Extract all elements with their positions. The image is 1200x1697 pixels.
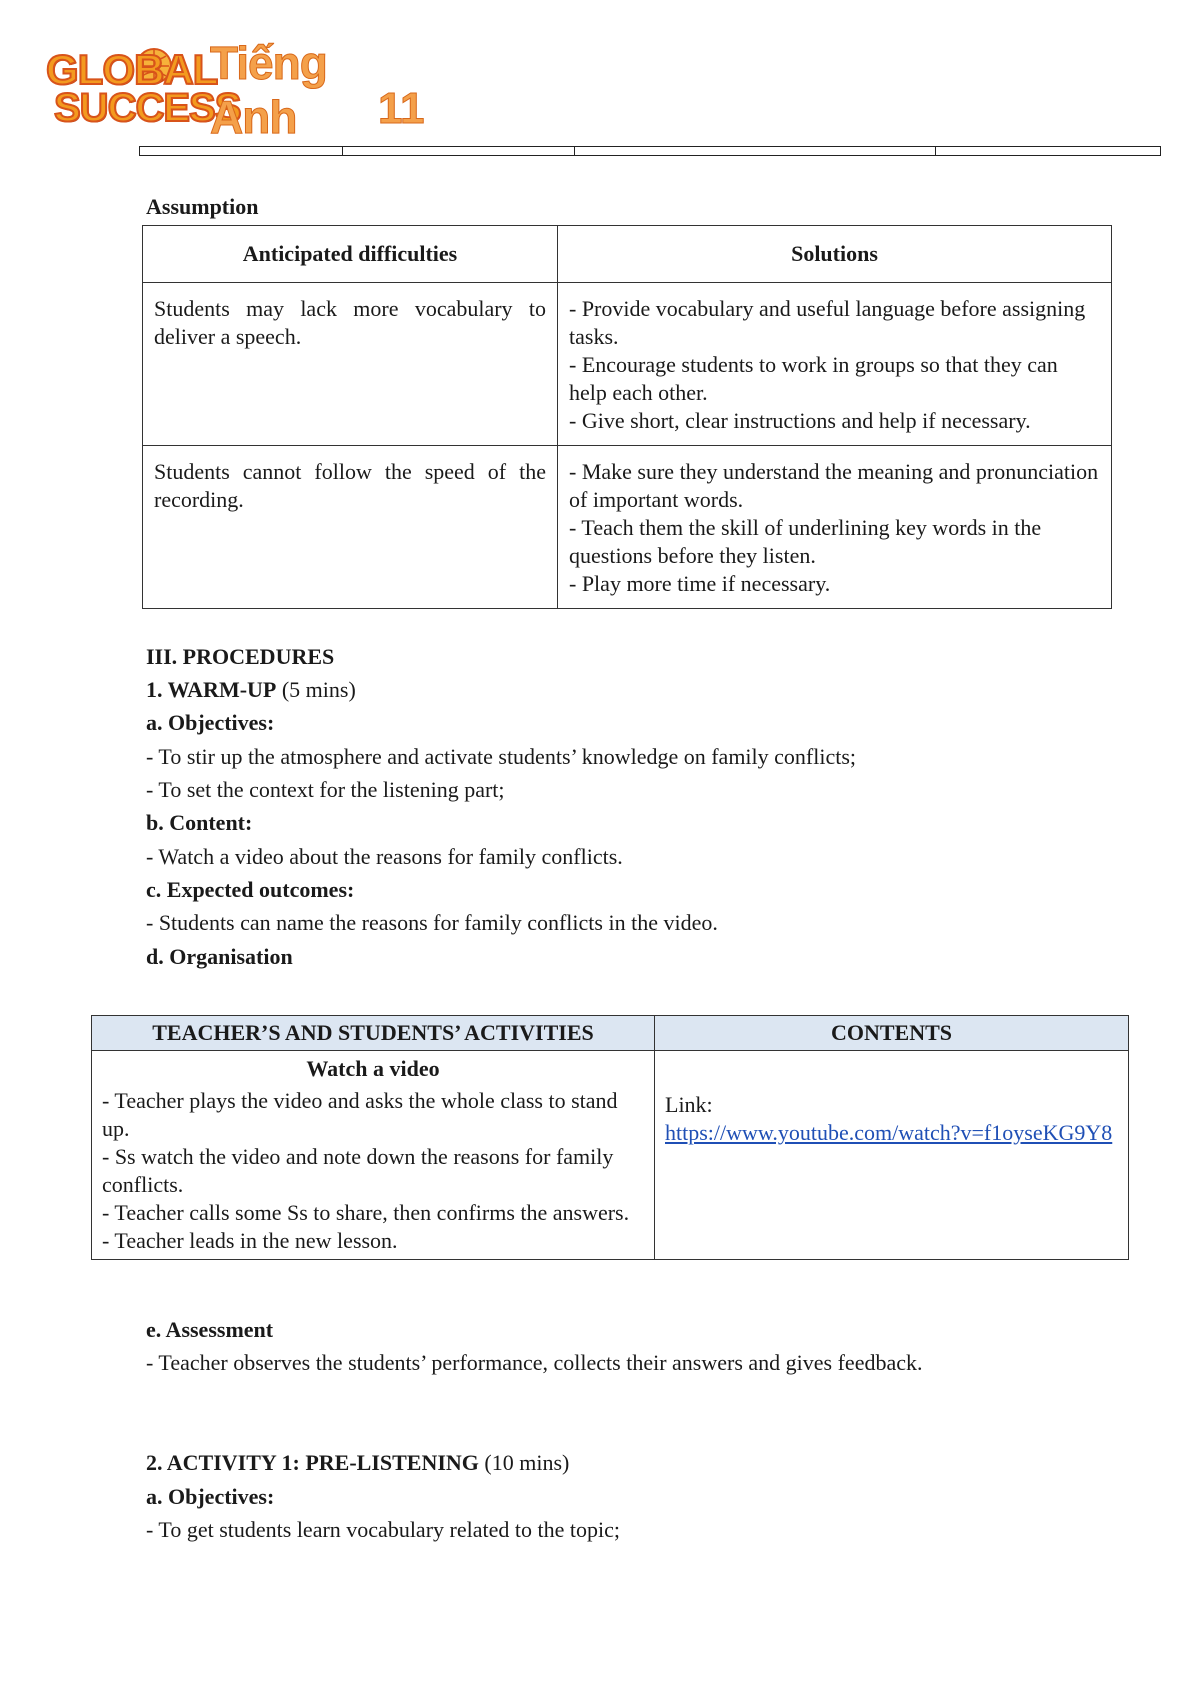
solution-item: - Provide vocabulary and useful language before assigning tasks. <box>569 296 1086 349</box>
assumption-table <box>142 225 1112 609</box>
difficulties-header: Anticipated difficulties <box>143 226 558 283</box>
warmup-content-text: - Watch a video about the reasons for family conflicts. <box>146 844 623 869</box>
difficulty-cell: Students cannot follow the speed of the recording. <box>143 446 558 609</box>
table-row <box>143 446 1112 609</box>
logo-global-text: GLOBAL <box>46 46 218 93</box>
warmup-outcomes-text: - Students can name the reasons for family conflicts in the video. <box>146 910 718 935</box>
warmup-title <box>146 673 356 706</box>
assumption-heading: Assumption <box>146 194 259 219</box>
activity1-duration: (10 mins) <box>484 1450 570 1475</box>
solution-item: - Make sure they understand the meaning and pronunciation of important words. <box>569 459 1099 512</box>
activity-title: Watch a video <box>306 1056 440 1081</box>
activities-cell <box>92 1051 655 1260</box>
assessment-label: e. Assessment <box>146 1317 274 1342</box>
solution-item: - Encourage students to work in groups so that they can help each other. <box>569 352 1058 405</box>
solutions-header: Solutions <box>558 226 1112 283</box>
strip-cell <box>140 147 343 155</box>
activity-step: - Teacher plays the video and asks the whole class to stand up. <box>102 1088 618 1141</box>
activity-step: - Teacher calls some Ss to share, then confirms the answers. <box>102 1200 630 1225</box>
procedures-heading: III. PROCEDURES <box>146 644 335 669</box>
activities-table <box>91 1015 1129 1260</box>
header-table-strip <box>139 146 1161 156</box>
table-header-row <box>143 226 1112 283</box>
warmup-objectives-label: a. Objectives: <box>146 710 275 735</box>
warmup-duration: (5 mins) <box>281 677 356 702</box>
table-header-row <box>92 1016 1129 1051</box>
strip-cell <box>936 147 1160 155</box>
warmup-title-label: 1. WARM-UP <box>146 677 277 702</box>
warmup-objective-item: - To set the context for the listening part; <box>146 777 505 802</box>
warmup-outcomes-label: c. Expected outcomes: <box>146 877 355 902</box>
video-link[interactable]: https://www.youtube.com/watch?v=f1oyseKG9Y8 <box>665 1120 1113 1145</box>
solutions-cell <box>558 283 1112 446</box>
solution-item: - Play more time if necessary. <box>569 571 831 596</box>
logo-grade-text: 11 <box>378 84 425 133</box>
contents-header: CONTENTS <box>655 1016 1129 1051</box>
warmup-objective-item: - To stir up the atmosphere and activate students’ knowledge on family conflicts; <box>146 744 857 769</box>
warmup-organisation-label: d. Organisation <box>146 944 293 969</box>
solution-item: - Teach them the skill of underlining key words in the questions before they listen. <box>569 515 1042 568</box>
logo-title-text: Tiếng Anh <box>210 37 327 143</box>
table-row <box>92 1051 1129 1260</box>
contents-cell <box>655 1051 1129 1260</box>
warmup-content-label: b. Content: <box>146 810 253 835</box>
solutions-cell <box>558 446 1112 609</box>
global-success-logo <box>42 28 425 143</box>
strip-cell <box>343 147 575 155</box>
activity1-objectives-label: a. Objectives: <box>146 1484 275 1509</box>
link-label: Link: <box>665 1092 713 1117</box>
activity-step: - Teacher leads in the new lesson. <box>102 1228 398 1253</box>
table-row <box>143 283 1112 446</box>
activity1-title-label: 2. ACTIVITY 1: PRE-LISTENING <box>146 1450 479 1475</box>
strip-cell <box>575 147 936 155</box>
activity1-title <box>146 1446 569 1479</box>
activities-header: TEACHER’S AND STUDENTS’ ACTIVITIES <box>92 1016 655 1051</box>
logo-success-text: SUCCESS <box>54 86 241 130</box>
solution-item: - Give short, clear instructions and help if necessary. <box>569 408 1031 433</box>
assessment-text: - Teacher observes the students’ performance, collects their answers and gives feedback. <box>146 1350 923 1375</box>
activity1-objective-item: - To get students learn vocabulary related to the topic; <box>146 1517 620 1542</box>
difficulty-cell: Students may lack more vocabulary to deliver a speech. <box>143 283 558 446</box>
activity-step: - Ss watch the video and note down the reasons for family conflicts. <box>102 1144 614 1197</box>
